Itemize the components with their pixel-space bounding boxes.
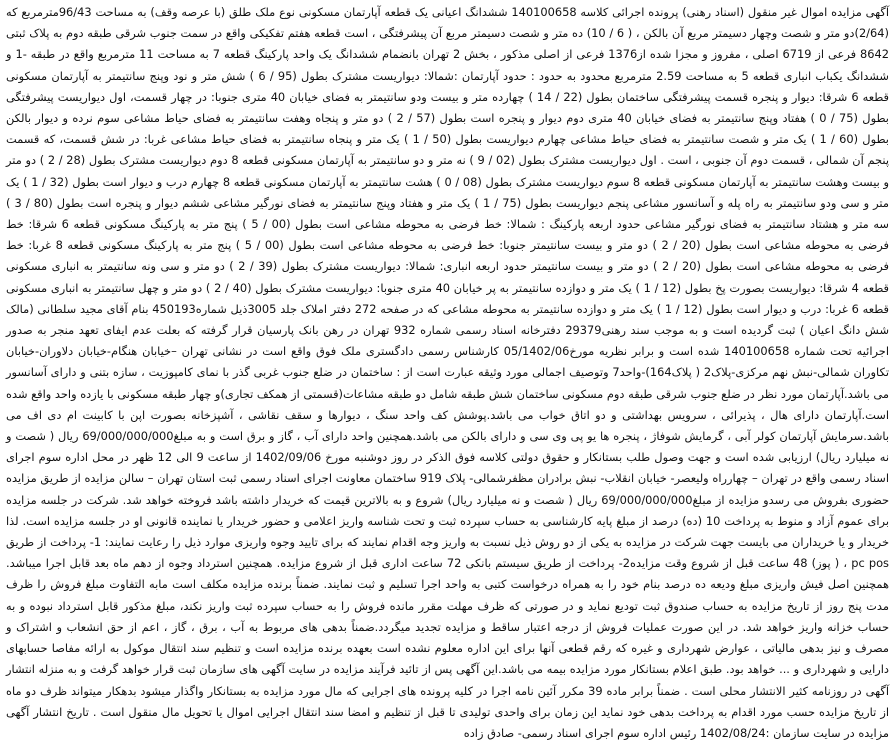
auction-notice-text: آگهی مزایده اموال غیر منقول (اسناد رهنی) پرونده اجرائی کلاسه 140100658 ششدانگ اعیانی یک قطعه آپارتمان مسکونی نوع ملک طلق (با عرصه وقف) به مساحت 96/43مترمربع که (2/64)دو متر و شصت وچهار دسیمتر مربع آن بالکن ، ( 6 / 10) ده متر و شصت دسیمتر مربع آن پیشرفتگی ، است قطعه هفتم تفکیکی واقع در سمت جنوب شرقی طبقه دوم به پلاک ثبتی 8642 فرعی از 6719 اصلی ، مفروز و مجزا شده از1376 فرعی از اصلی مذکور ، بخش 2 تهران بانضمام ششدانگ یک واحد پارکینگ قطعه 7 به مساحت 11 مترمربع واقع در طبقه -1 و ششدانگ یکباب انباری قطعه 5 به مساحت 2.59 مترمربع محدود به حدود : حدود آپارتمان :شمالا: دیواریست مشترک بطول (95 / 6 ) شش متر و نود وپنج سانتیمتر به آپارتمان مسکونی قطعه 6 شرقا: دیوار و پنجره قسمت پیشرفتگی ساختمان بطول (22 / 14 ) چهارده متر و بیست ودو سانتیمتر به فضای خیابان 40 متری جنوبا: در چهار قسمت، اول دیواریست پیشرفتگی بطول (75 / 0 ) هفتاد وپنج سانتیمتر به فضای خیابان 40 متری دوم دیوار و پنجره است بطول (57 / 2 ) دو متر و پنجاه وهفت سانتیمتر به فضای حیاط مشاعی سوم نرده و دیوار بالکن بطول (60 / 1 ) یک متر و شصت سانتیمتر به فضای حیاط مشاعی چهارم دیواریست بطول (50 / 1 ) یک متر و پنجاه سانتیمتر به فضای حیاط مشاعی غربا: در شش قسمت، که قسمت پنجم آن شمالی ، قسمت دوم آن جنوبی ، است . اول دیواریست مشترک بطول (02 / 9 ) نه متر و دو سانتیمتر به آپارتمان مسکونی قطعه 8 دوم دیواریست مشترک بطول (28 / 2 ) دو متر و بیست وهشت سانتیمتر به آپارتمان مسکونی قطعه 8 سوم دیواریست مشترک بطول (08 / 0 ) هشت سانتیمتر به آپارتمان مسکونی قطعه 8 چهارم درب و دیوار است بطول (32 / 1 ) یک متر و سی ودو سانتیمتر به راه پله و آسانسور مشاعی پنجم دیواریست بطول (75 / 1 ) یک متر و هفتاد وپنج سانتیمتر به فضای نورگیر مشاعی ششم دیوار و پنجره است بطول (80 / 3 ) سه متر و هشتاد سانتیمتر به فضای نورگیر مشاعی حدود اربعه پارکینگ : شمالا: خط فرضی به محوطه مشاعی است بطول (00 / 5 ) پنج متر به پارکینگ مسکونی قطعه 6 شرقا: خط فرضی به محوطه مشاعی است بطول (20 / 2 ) دو متر و بیست سانتیمتر جنوبا: خط فرضی به محوطه مشاعی است بطول (00 / 5 ) پنج متر به پارکینگ مسکونی قطعه 8 غربا: خط فرضی به محوطه مشاعی است بطول (20 / 2 ) دو متر و بیست سانتیمتر حدود اربعه انباری: شمالا: دیواریست مشترک بطول (39 / 2 ) دو متر و سی ونه سانتیمتر به انباری مسکونی قطعه 4 شرقا: دیواریست بصورت پخ بطول (12 / 1 ) یک متر و دوازده سانتیمتر به پر خیابان 40 متری جنوبا: دیواریست مشترک بطول (40 / 2 ) دو متر و چهل سانتیمتر به انباری مسکونی قطعه 6 غربا: درب و دیوار است بطول (12 / 1 ) یک متر و دوازده سانتیمتر به محوطه مشاعی که در صفحه 272 دفتر املاک جلد 3005ذیل شماره450193 بنام آقای مجید سلطانی (مالک شش دانگ اعیان ) ثبت گردیده است و به موجب سند رهنی29379 دفترخانه اسناد رسمی شماره 932 تهران در رهن بانک پارسیان قرار گرفته که بعلت عدم ایفای تعهد منجر به صدور اجرائیه تحت شماره 140100658 شده است و برابر نظریه مورخ05/1402/06 کارشناس رسمی دادگستری ملک فوق واقع است در نشانی تهران –خیابان هنگام-خیابان دلاوران-خیابان تکاوران شمالی-نبش نهم مرکزی-پلاک2 ( پلاک164)-واحد7 وتوصیف اجمالی مورد وثیقه عبارت است از : ساختمان در ضلع جنوب غربی گذر با نمای کامپوزیت ، سازه بتنی و دارای آسانسور می باشد.آپارتمان مورد نظر در ضلع جنوب شرقی طبقه دوم مسکونی ساختمان شش طبقه شامل دو طبقه مشاعات(قسمتی از همکف تجاری)و چهار طبقه مسکونی با یازده واحد واقع شده است.آپارتمان دارای هال ، پذیرائی ، سرویس بهداشتی و دو اتاق خواب می باشد.پوشش کف واحد سنگ ، دیوارها و سقف نقاشی ، آشپزخانه بصورت اپن با کابینت ام دی اف می باشد.سرمایش آپارتمان کولر آبی ، گرمایش شوفاژ ، پنجره ها یو پی وی سی و دارای بالکن می باشد.همچنین واحد دارای آب ، گاز و برق است و به مبلغ69/000/000/000 ریال ( شصت و نه میلیارد ریال) ارزیابی شده است و جهت وصول طلب بستانکار و حقوق دولتی کلاسه فوق الذکر در روز دوشنبه مورخ 1402/09/06 از ساعت 9 الی 12 ظهر در محل اداره سوم اجرای اسناد رسمی واقع در تهران – چهارراه ولیعصر- خیابان انقلاب- نبش برادران مظفرشمالی- پلاک 919 ساختمان معاونت اجرای اسناد رسمی ثبت استان تهران – سالن مزایده از طریق مزایده حضوری بفروش می رسدو مزایده از مبلغ69/000/000/000 ریال ( شصت و نه میلیارد ریال) شروع و به بالاترین قیمت که خریدار داشته باشد فروخته خواهد شد. شرکت در جلسه مزایده برای عموم آزاد و منوط به پرداخت 10 (ده) درصد از مبلغ پایه کارشناسی به حساب سپرده ثبت و تحت شناسه واریز اعلامی و حضور خریدار یا نماینده قانونی او در جلسه مزایده است. لذا خریدار و یا خریداران می بایست جهت شرکت در مزایده به یکی از دو روش ذیل نسبت به واریز وجه اقدام نمایند که برای تایید وجوه واریزی موارد ذیل را رعایت نمایند: 1- پرداخت از طریق pc pos ، ( پوز) 48 ساعت قبل از شروع وقت مزایده2- پرداخت از طریق سیستم بانکی 72 ساعت اداری قبل از شروع مزایده. همچنین استرداد وجوه از دهم ماه بعد قابل اجرا میباشد. همچنین اصل فیش واریزی مبلغ ودیعه ده درصد بنام خود را به همراه درخواست کتبی به واحد اجرا تسلیم و ثبت نمایند. ضمناً برنده مزایده مکلف است مابه التفاوت مبلغ فروش را ظرف مدت پنج روز از تاریخ مزایده به حساب صندوق ثبت تودیع نماید و در صورتی که ظرف مهلت مقرر مانده فروش را به حساب سپرده ثبت واریز نکند، مبلغ مذکور قابل استرداد نبوده و به حساب خزانه واریز خواهد شد. در این صورت عملیات فروش از درجه اعتبار ساقط و مزایده تجدید میگردد.ضمناً بدهی های مربوط به آب ، برق ، گاز ، اعم از حق انشعاب و اشتراک و مصرف و نیز بدهی مالیاتی ، عوارض شهرداری و غیره که رقم قطعی آنها برای این اداره معلوم نشده است بعهده برنده مزایده است و تنظیم سند انتقال موکول به ارائه مفاصا حسابهای دارایی و شهرداری و ... خواهد بود. طبق اعلام بستانکار مورد مزایده بیمه می باشد.این آگهی پس از تائید فرآیند مزایده در سایت آگهی های سازمان ثبت قرار خواهد گرفت و به منزله انتشار آگهی در روزنامه کثیر الانتشار محلی است . ضمناً برابر ماده 39 مکرر آئین نامه اجرا در کلیه پرونده های اجرایی که مال مورد مزایده به بستانکار واگذار میشود بدهکار میتواند ظرف دو ماه از تاریخ مزایده حسب مورد اقدام به پرداخت بدهی خود نماید این زمان برای واحدی تولیدی تا قبل از تنظیم و امضا سند انتقال اجرایی اموال یا تحویل مال منقول است . تاریخ انتشار آگهی مزایده در سایت سازمان :1402/08/24 رئیس اداره سوم اجرای اسناد رسمی- صادق زاده xyxy=(6,5,890,740)
